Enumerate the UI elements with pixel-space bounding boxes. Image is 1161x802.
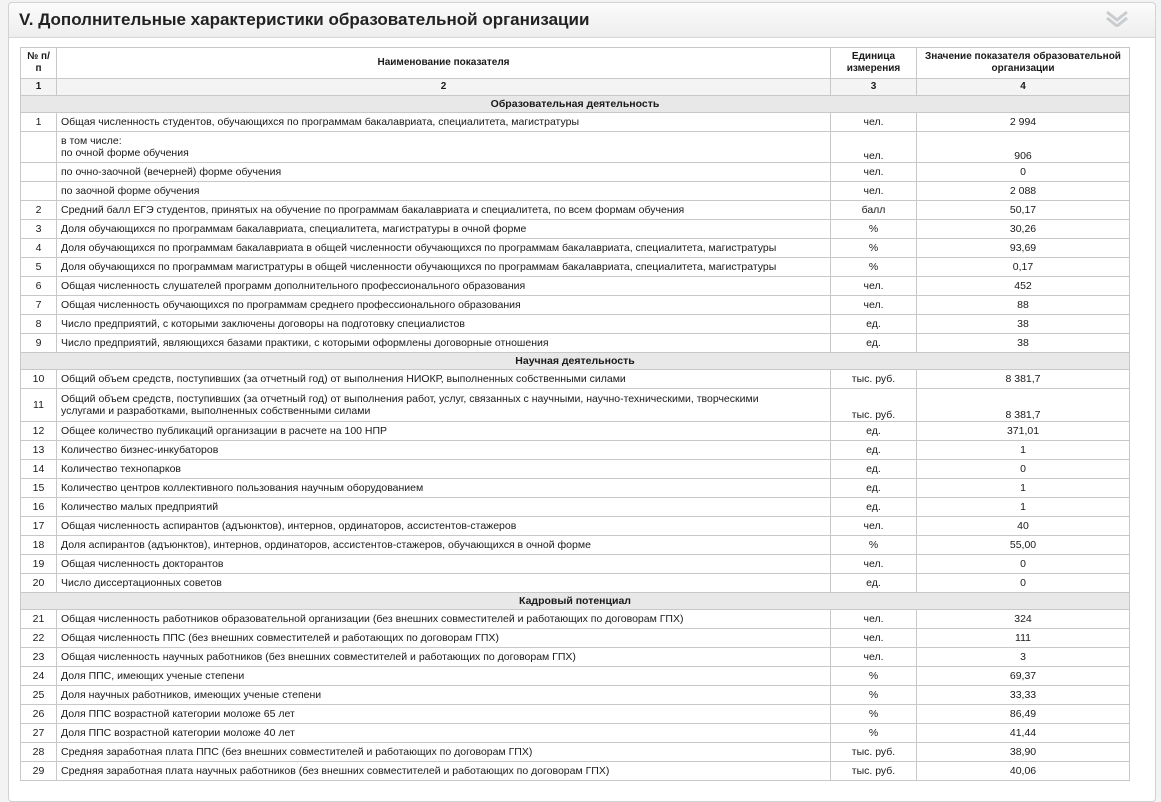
- table-row: [21, 536, 1130, 555]
- indicator-name: Общая численность работников образовательной организации (без внешних совместителей и работающих по договорам ГПХ): [57, 610, 831, 629]
- indicator-unit: чел.: [831, 610, 917, 629]
- indicator-unit: %: [831, 705, 917, 724]
- table-header-row: [21, 48, 1130, 79]
- table-row: [21, 220, 1130, 239]
- row-number: 21: [21, 610, 57, 629]
- indicator-value: 93,69: [917, 239, 1130, 258]
- table-row: [21, 517, 1130, 536]
- chevron-down-icon[interactable]: [1105, 9, 1129, 27]
- indicator-name: Общая численность аспирантов (адъюнктов), интернов, ординаторов, ассистентов-стажеров: [57, 517, 831, 536]
- indicator-unit: чел.: [831, 182, 917, 201]
- indicator-value: 452: [917, 277, 1130, 296]
- table-row: [21, 667, 1130, 686]
- col-number: 1: [21, 79, 57, 96]
- indicator-name: Общая численность студентов, обучающихся по программам бакалавриата, специалитета, магистратуры: [57, 113, 831, 132]
- indicator-value: 38: [917, 334, 1130, 353]
- row-number: 10: [21, 370, 57, 389]
- indicator-value: 69,37: [917, 667, 1130, 686]
- indicator-value: 8 381,7: [917, 370, 1130, 389]
- indicator-name-line: в том числе:: [61, 135, 122, 147]
- indicators-table: [20, 47, 1130, 781]
- indicator-value: 371,01: [917, 422, 1130, 441]
- indicator-name: по очно-заочной (вечерней) форме обучения: [57, 163, 831, 182]
- row-number: 28: [21, 743, 57, 762]
- section-title: Научная деятельность: [21, 353, 1130, 370]
- indicator-name: Общее количество публикаций организации в расчете на 100 НПР: [57, 422, 831, 441]
- header-unit: Единица измерения: [831, 48, 917, 79]
- table-row: [21, 705, 1130, 724]
- row-number: 23: [21, 648, 57, 667]
- row-number: [21, 132, 57, 163]
- indicator-name: Доля обучающихся по программам магистратуры в общей численности обучающихся по программам бакалавриата, специалитета, магистратуры: [57, 258, 831, 277]
- row-number: 2: [21, 201, 57, 220]
- row-number: 9: [21, 334, 57, 353]
- indicator-unit: %: [831, 724, 917, 743]
- indicator-unit: ед.: [831, 315, 917, 334]
- indicator-unit: тыс. руб.: [831, 389, 917, 422]
- indicator-name: Средняя заработная плата ППС (без внешних совместителей и работающих по договорам ГПХ): [57, 743, 831, 762]
- indicator-unit: ед.: [831, 498, 917, 517]
- row-number: 12: [21, 422, 57, 441]
- row-number: 11: [21, 389, 57, 422]
- indicator-name: Общая численность обучающихся по программам среднего профессионального образования: [57, 296, 831, 315]
- indicator-value: 1: [917, 479, 1130, 498]
- indicator-name: [57, 132, 831, 163]
- table-row: [21, 201, 1130, 220]
- table-row: [21, 163, 1130, 182]
- indicator-unit: %: [831, 258, 917, 277]
- indicator-unit: ед.: [831, 441, 917, 460]
- row-number: 26: [21, 705, 57, 724]
- indicator-value: 1: [917, 441, 1130, 460]
- indicator-value: 33,33: [917, 686, 1130, 705]
- col-number: 2: [57, 79, 831, 96]
- indicator-name: [57, 389, 831, 422]
- indicator-name: Доля аспирантов (адъюнктов), интернов, ординаторов, ассистентов-стажеров, обучающихся в очной форме: [57, 536, 831, 555]
- table-row: [21, 610, 1130, 629]
- row-number: 13: [21, 441, 57, 460]
- row-number: 6: [21, 277, 57, 296]
- indicator-unit: ед.: [831, 479, 917, 498]
- indicator-unit: ед.: [831, 574, 917, 593]
- row-number: 4: [21, 239, 57, 258]
- indicator-unit: чел.: [831, 132, 917, 163]
- indicator-value: 8 381,7: [917, 389, 1130, 422]
- indicator-name: Средний балл ЕГЭ студентов, принятых на обучение по программам бакалавриата и специалитета, по всем формам обучения: [57, 201, 831, 220]
- panel-header[interactable]: [9, 3, 1155, 38]
- table-row: [21, 460, 1130, 479]
- indicator-unit: %: [831, 667, 917, 686]
- indicator-unit: ед.: [831, 422, 917, 441]
- table-row: [21, 334, 1130, 353]
- row-number: 3: [21, 220, 57, 239]
- table-row: [21, 132, 1130, 163]
- indicator-unit: %: [831, 239, 917, 258]
- header-num: № п/п: [21, 48, 57, 79]
- indicator-value: 0: [917, 163, 1130, 182]
- indicator-value: 111: [917, 629, 1130, 648]
- indicator-unit: тыс. руб.: [831, 743, 917, 762]
- row-number: 18: [21, 536, 57, 555]
- indicator-name: Доля обучающихся по программам бакалавриата в общей численности обучающихся по программам бакалавриата, специалитета, магистратуры: [57, 239, 831, 258]
- row-number: 15: [21, 479, 57, 498]
- indicator-unit: чел.: [831, 277, 917, 296]
- indicator-value: 38,90: [917, 743, 1130, 762]
- row-number: 16: [21, 498, 57, 517]
- row-number: 22: [21, 629, 57, 648]
- table-row: [21, 389, 1130, 422]
- indicator-name: Количество технопарков: [57, 460, 831, 479]
- header-name: Наименование показателя: [57, 48, 831, 79]
- panel-title: V. Дополнительные характеристики образовательной организации: [19, 10, 590, 29]
- indicator-value: 0,17: [917, 258, 1130, 277]
- indicator-unit: чел.: [831, 555, 917, 574]
- table-row: [21, 479, 1130, 498]
- row-number: 29: [21, 762, 57, 781]
- indicator-unit: тыс. руб.: [831, 370, 917, 389]
- indicator-name: Доля научных работников, имеющих ученые степени: [57, 686, 831, 705]
- indicator-value: 0: [917, 460, 1130, 479]
- table-row: [21, 686, 1130, 705]
- indicator-name: Число предприятий, являющихся базами практики, с которыми оформлены договорные отношения: [57, 334, 831, 353]
- table-row: [21, 629, 1130, 648]
- indicator-unit: %: [831, 686, 917, 705]
- indicator-name: Средняя заработная плата научных работников (без внешних совместителей и работающих по договорам ГПХ): [57, 762, 831, 781]
- indicator-name: Доля обучающихся по программам бакалавриата, специалитета, магистратуры в очной форме: [57, 220, 831, 239]
- table-row: [21, 422, 1130, 441]
- indicator-unit: чел.: [831, 629, 917, 648]
- row-number: 7: [21, 296, 57, 315]
- section-title: Кадровый потенциал: [21, 593, 1130, 610]
- indicator-value: 41,44: [917, 724, 1130, 743]
- row-number: 20: [21, 574, 57, 593]
- indicator-name: Доля ППС возрастной категории моложе 65 лет: [57, 705, 831, 724]
- indicator-value: 3: [917, 648, 1130, 667]
- indicator-name: Число предприятий, с которыми заключены договоры на подготовку специалистов: [57, 315, 831, 334]
- indicator-unit: ед.: [831, 334, 917, 353]
- row-number: 24: [21, 667, 57, 686]
- header-value: Значение показателя образовательной организации: [917, 48, 1130, 79]
- indicator-name: по заочной форме обучения: [57, 182, 831, 201]
- indicator-value: 2 994: [917, 113, 1130, 132]
- indicator-value: 86,49: [917, 705, 1130, 724]
- indicator-name-line: по очной форме обучения: [61, 147, 189, 159]
- row-number: 1: [21, 113, 57, 132]
- section-row: [21, 96, 1130, 113]
- table-row: [21, 498, 1130, 517]
- section-row: [21, 353, 1130, 370]
- table-row: [21, 113, 1130, 132]
- table-row: [21, 743, 1130, 762]
- table-row: [21, 239, 1130, 258]
- indicator-unit: чел.: [831, 296, 917, 315]
- row-number: [21, 182, 57, 201]
- indicator-name-line: Общий объем средств, поступивших (за отчетный год) от выполнения работ, услуг, связанных с научными, научно-техническими, творческими: [61, 393, 759, 405]
- table-row: [21, 315, 1130, 334]
- indicator-name: Количество центров коллективного пользования научным оборудованием: [57, 479, 831, 498]
- indicator-name: Общий объем средств, поступивших (за отчетный год) от выполнения НИОКР, выполненных собственными силами: [57, 370, 831, 389]
- indicator-name: Общая численность слушателей программ дополнительного профессионального образования: [57, 277, 831, 296]
- table-row: [21, 258, 1130, 277]
- indicator-value: 40: [917, 517, 1130, 536]
- indicator-value: 50,17: [917, 201, 1130, 220]
- indicator-value: 1: [917, 498, 1130, 517]
- table-row: [21, 370, 1130, 389]
- table-row: [21, 724, 1130, 743]
- table-row: [21, 182, 1130, 201]
- indicator-value: 324: [917, 610, 1130, 629]
- indicator-value: 0: [917, 555, 1130, 574]
- table-row: [21, 648, 1130, 667]
- table-row: [21, 296, 1130, 315]
- indicator-unit: %: [831, 536, 917, 555]
- indicator-unit: чел.: [831, 648, 917, 667]
- row-number: [21, 163, 57, 182]
- section-row: [21, 593, 1130, 610]
- column-number-row: [21, 79, 1130, 96]
- table-row: [21, 277, 1130, 296]
- col-number: 3: [831, 79, 917, 96]
- indicator-value: 40,06: [917, 762, 1130, 781]
- indicator-unit: %: [831, 220, 917, 239]
- indicator-name-line: услугами и разработками, выполненных собственными силами: [61, 405, 371, 417]
- indicator-name: Общая численность ППС (без внешних совместителей и работающих по договорам ГПХ): [57, 629, 831, 648]
- indicator-unit: балл: [831, 201, 917, 220]
- table-row: [21, 555, 1130, 574]
- row-number: 17: [21, 517, 57, 536]
- indicator-name: Число диссертационных советов: [57, 574, 831, 593]
- row-number: 25: [21, 686, 57, 705]
- indicator-unit: чел.: [831, 517, 917, 536]
- indicator-value: 88: [917, 296, 1130, 315]
- col-number: 4: [917, 79, 1130, 96]
- indicator-value: 30,26: [917, 220, 1130, 239]
- row-number: 5: [21, 258, 57, 277]
- row-number: 19: [21, 555, 57, 574]
- table-row: [21, 441, 1130, 460]
- indicator-unit: тыс. руб.: [831, 762, 917, 781]
- indicator-name: Общая численность докторантов: [57, 555, 831, 574]
- indicator-unit: ед.: [831, 460, 917, 479]
- indicator-name: Доля ППС возрастной категории моложе 40 лет: [57, 724, 831, 743]
- indicator-value: 38: [917, 315, 1130, 334]
- indicator-value: 906: [917, 132, 1130, 163]
- indicator-name: Общая численность научных работников (без внешних совместителей и работающих по договорам ГПХ): [57, 648, 831, 667]
- section-title: Образовательная деятельность: [21, 96, 1130, 113]
- table-row: [21, 574, 1130, 593]
- indicator-name: Количество малых предприятий: [57, 498, 831, 517]
- row-number: 14: [21, 460, 57, 479]
- indicator-name: Количество бизнес-инкубаторов: [57, 441, 831, 460]
- indicator-name: Доля ППС, имеющих ученые степени: [57, 667, 831, 686]
- indicator-value: 2 088: [917, 182, 1130, 201]
- indicator-value: 55,00: [917, 536, 1130, 555]
- indicator-unit: чел.: [831, 163, 917, 182]
- row-number: 8: [21, 315, 57, 334]
- indicator-unit: чел.: [831, 113, 917, 132]
- row-number: 27: [21, 724, 57, 743]
- table-row: [21, 762, 1130, 781]
- indicator-value: 0: [917, 574, 1130, 593]
